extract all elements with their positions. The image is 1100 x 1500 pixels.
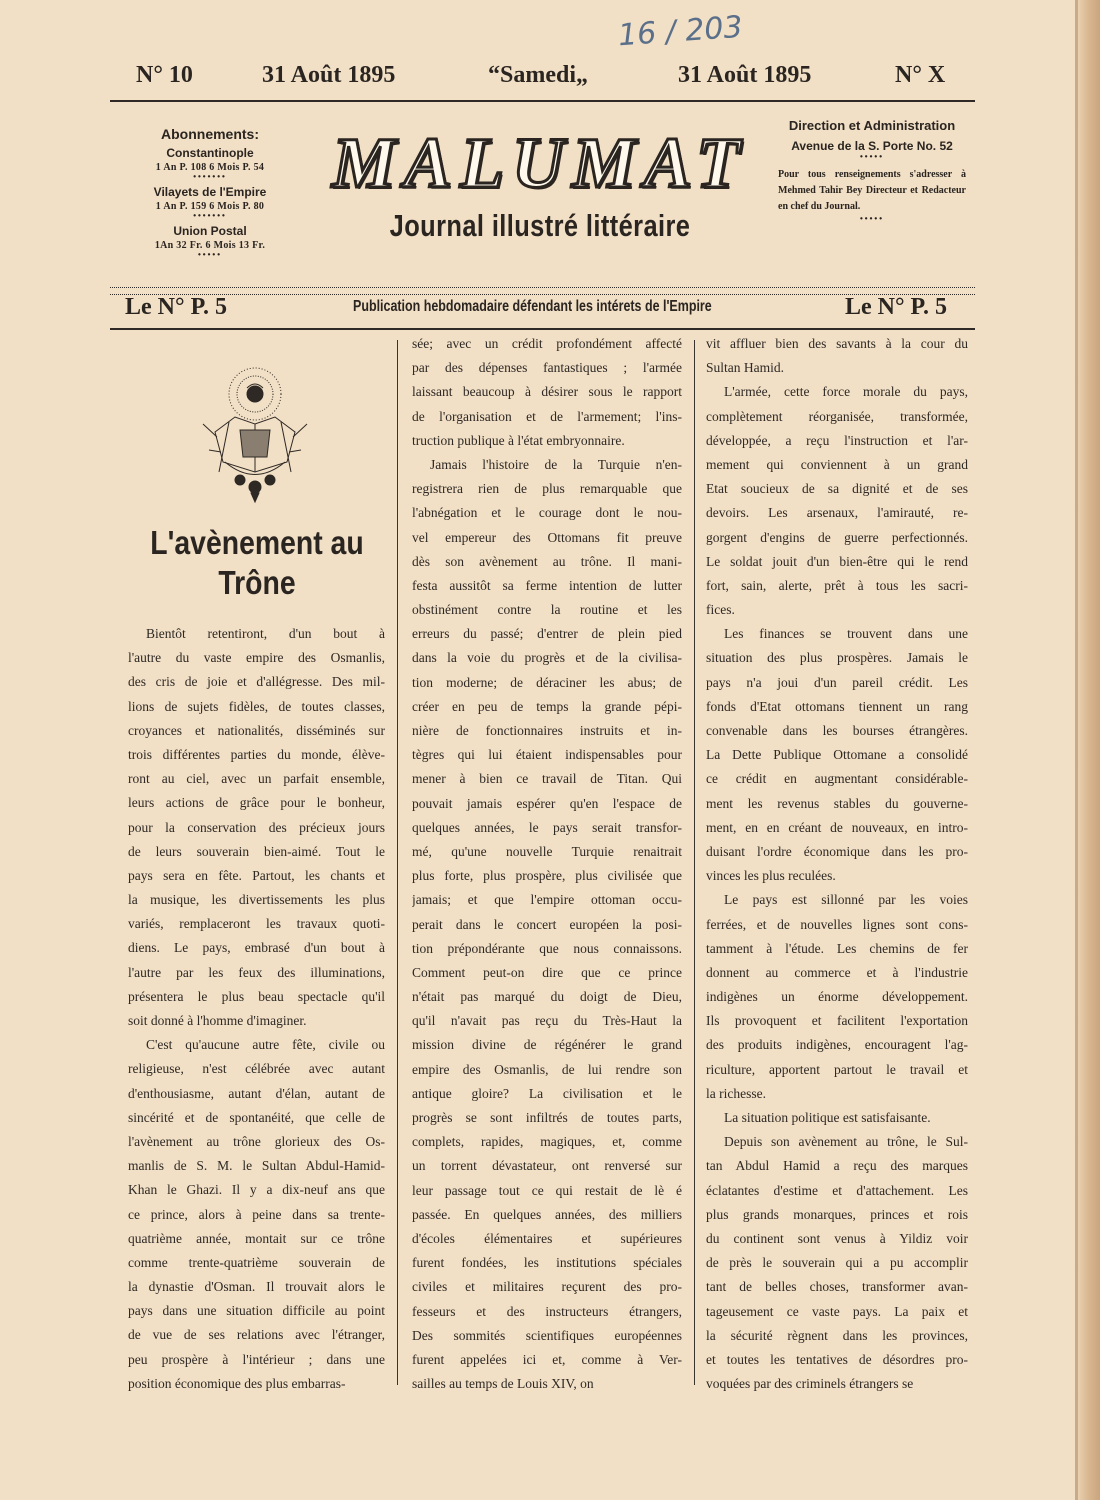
article-text-line: antique gloire? La civilisation et le [412,1085,682,1101]
article-text-line: des produits indigènes, encouragent l'ag- [706,1037,968,1053]
article-text-line: tant de belles choses, transformer avan- [706,1279,968,1295]
article-text-line: Ils provoquent et facilitent l'exportation [706,1013,968,1029]
subscriptions-block [115,126,305,259]
article-title-line: L'avènement au [150,524,364,561]
article-text-line: vel empereur des Ottomans fit preuve [412,529,682,545]
article-text-line: leurs actions de grâce pour le bonheur, [128,795,385,811]
subscription-price: 1 An P. 108 6 Mois P. 54 [155,162,265,173]
article-text-line: l'avènement au trône glorieux des Os- [128,1133,385,1149]
subscription-price: 1An 32 Fr. 6 Mois 13 Fr. [154,240,266,251]
article-text-line: mement qui conviennent à un grand [706,456,968,472]
article-text-line: duisant l'ordre économique dans les pro- [706,843,968,859]
article-text-line: sailles au temps de Louis XIV, on [412,1376,594,1392]
article-text-line: ment, en en créant de nouveaux, en intro- [706,819,968,835]
article-text-line: vinces les plus reculées. [706,868,836,884]
publication-tagline: Publication hebdomadaire défendant les intérets de l'Empire [353,298,712,315]
article-text-line: La situation politique est satisfaisante. [724,1110,931,1125]
article-title [141,523,373,603]
article-text-line: Comment peut-on dire que ce prince [412,964,682,980]
header-rule [110,100,975,102]
direction-info: Pour tous renseignements s'adresser à Mehmed Tahir Bey Directeur et Redacteur en chef du Journal. [778,169,966,212]
article-text-line: Depuis son avènement au trône, le Sul- [724,1134,968,1150]
article-text-line: nière de fonctionnaires instruits et in- [412,723,682,738]
article-text-line: passée. En quelques années, des milliers [412,1206,682,1222]
article-text-line: présentera le plus beau spectacle qu'il [128,988,385,1004]
article-text-line: fonds d'Etat ottomans tiennent un rang [706,698,968,714]
direction-block [772,118,972,223]
article-column-2 [412,332,682,1396]
price-bar [115,294,975,328]
article-text-line: l'abnégation et le courage dont le nou- [412,505,682,521]
ornament-dots: ••••••• [193,172,227,181]
article-text-line: convenable dans les bourses étrangères. [706,723,968,738]
subscription-place: Vilayets de l'Empire [153,185,267,199]
article-text-line: et toutes les tentatives de désordres pro- [706,1351,968,1367]
article-text-line: L'armée, cette force morale du pays, [724,384,968,400]
ornament-dots: ••••• [859,214,884,223]
article-text-line: furent appelées ici et, comme à Ver- [412,1351,682,1367]
article-text-line: fesseurs et des instructeurs étrangers, [412,1303,682,1319]
article-text-line: leur passage tout ce qui restait de lè é [412,1182,682,1198]
masthead [330,122,750,244]
article-text-line: soit donné à l'homme d'imaginer. [128,1013,307,1028]
article-text-line: donnent au commerce et à l'industrie [706,964,968,980]
article-text-line: diens. Le pays, embrasé d'un bout à [128,940,385,956]
article-text-line: pour la conservation des précieux jours [128,819,385,835]
article-text-line: mé, qu'une nouvelle Turquie renaitrait [412,843,682,859]
newspaper-title: MALUMAT [331,123,749,203]
article-text-line: obstinément contre la routine et les [412,602,682,618]
article-title-line: Trône [218,564,296,601]
article-text-line: comme trente-quatrième souverain de [128,1254,385,1270]
article-text-line: C'est qu'aucune autre fête, civile ou [146,1037,385,1053]
ornament-dots: ••••• [859,152,884,161]
article-text-line: plus grands monarques, princes et rois [706,1206,968,1222]
article-text-line: ce prince, alors à peine dans sa trente- [128,1206,385,1222]
article-text-line: trois différentes parties du monde, élève- [128,746,385,762]
article-text-line: ferrées, et de nouvelles lignes sont cons- [706,916,968,932]
article-text-line: pays sera en fête. Partout, les chants et [128,867,385,883]
article-text-line: Etat soucieux de sa dignité et de ses [706,481,968,497]
article-text-line: Le pays est sillonné par les voies [724,892,968,908]
article-text-line: mener à bien ce travail de Titan. Qui [412,771,682,787]
article-text-line: dans la voie du progrès et de la civilisa- [412,650,682,666]
article-text-line: tion prépondérante que nous connaissons. [412,940,682,956]
article-text-line: Khan le Ghazi. Il y a dix-neuf ans que [128,1182,385,1198]
article-text-line: ront au ciel, avec un parfait ensemble, [128,771,385,787]
subscription-price: 1 An P. 159 6 Mois P. 80 [155,201,265,212]
price-right: Le N° P. 5 [844,294,947,320]
date-right: 31 Août 1895 [678,62,812,88]
article-text-line: mission divine de régénérer le grand [412,1037,682,1053]
article-text-line: la richesse. [706,1085,766,1101]
header-line [110,62,975,98]
article-text-line: Le soldat jouit d'un bien-être qui le rend [706,553,968,569]
article-column-3 [706,332,968,1396]
article-text-line: position économique des plus embarras- [128,1375,346,1391]
article-text-line: quelques années, le pays serait transfor- [412,819,682,835]
article-text-line: pays n'a joui d'un pareil crédit. Les [706,674,968,690]
article-text-line: ment les revenus stables du gouverne- [706,795,968,811]
article-text-line: de vue de ses relations avec l'étranger, [128,1327,385,1343]
article-column-1 [128,622,385,1396]
article-text-line: progrès se sont infiltrés de toutes parts, [412,1110,682,1125]
article-text-line: d'écoles élémentaires et supérieures [412,1230,682,1246]
article-text-line: d'enthousiasme, autant d'élan, autant de [128,1085,385,1101]
article-text-line: tageusement ce vaste pays. La paix et [706,1303,968,1319]
ottoman-coat-of-arms-icon [195,362,315,512]
newspaper-subtitle: Journal illustré littéraire [389,208,691,243]
article-text-line: fices. [706,602,735,618]
article-text-line: variés, remplaceront les travaux quoti- [128,916,385,932]
article-text-line: situation des plus prospères. Jamais le [706,650,968,666]
issue-number-left: N° 10 [136,62,193,88]
article-text-line: gorgent d'engins de guerre perfectionnés. [706,529,968,545]
article-text-line: Les finances se trouvent dans une [724,626,968,642]
article-text-line: fort, sain, alerte, prêt à tous les sacri- [706,577,968,593]
article-text-line: de leurs souverain bien-aimé. Tout le [128,843,385,859]
article-text-line: religieuse, n'est célébrée avec autant [128,1061,385,1077]
article-text-line: registrera rien de plus remarquable que [412,481,682,497]
article-text-line: tion moderne; de déraciner les abus; de [412,674,682,690]
article-text-line: truction publique à l'état embryonnaire. [412,432,625,448]
article-text-line: par des dépenses fantastiques ; l'armée [412,360,682,376]
article-text-line: sincérité et de spontanéité, que celle de [128,1109,385,1125]
issue-number-right: N° X [895,62,946,88]
article-text-line: n'était pas marqué du doigt de Dieu, [412,989,682,1005]
article-text-line: qu'il n'avait pas reçu du Très-Haut la [412,1013,682,1029]
article-text-line: de près le souverain qui a pu accomplir [706,1255,968,1271]
article-text-line: la sécurité règnent dans les provinces, [706,1327,968,1343]
column-divider [694,340,695,1385]
article-text-line: manlis de S. M. le Sultan Abdul-Hamid- [128,1158,385,1174]
direction-heading: Direction et Administration [788,118,956,133]
article-text-line: l'autre du vaste empire des Osmanlis, [128,650,385,666]
article-text-line: furent fondées, les institutions spéciales [412,1255,682,1271]
article-text-line: tègres qui lui étaient indispensables pour [412,747,682,763]
article-text-line: complètement réorganisée, transformée, [706,408,968,424]
article-text-line: vit affluer bien des savants à la cour du [706,336,968,351]
day-label: “Samedi„ [488,62,589,88]
article-text-line: lions de sujets fidèles, de toutes classes, [128,698,385,714]
article-text-line: tamment à l'étude. Les chemins de fer [706,940,968,956]
article-text-line: la dynastie d'Osman. Il trouvait alors le [128,1279,385,1295]
article-text-line: Jamais l'histoire de la Turquie n'en- [430,456,682,472]
subscription-place: Constantinople [166,146,254,160]
date-left: 31 Août 1895 [262,62,396,88]
article-text-line: civiles et militaires reçurent des pro- [412,1279,682,1295]
article-text-line: ce crédit en augmentant considérable- [706,771,968,787]
page-edge-line [1075,0,1078,1500]
article-text-line: du continent sont venus à Yildiz voir [706,1230,968,1246]
article-text-line: voquées par des criminels étrangers se [706,1376,914,1392]
price-bar-rule [110,328,975,330]
article-text-line: riculture, apportent partout le travail et [706,1061,968,1077]
article-text-line: pays dans une situation difficile au point [128,1303,385,1319]
article-text-line: empire des Osmanlis, de lui rendre son [412,1061,682,1077]
page-edge [1078,0,1100,1500]
article-text-line: des cris de joie et d'allégresse. Des mil- [128,674,385,690]
article-text-line: un torrent dévastateur, ont renversé sur [412,1158,682,1174]
article-text-line: la musique, les divertissements les plus [128,892,385,908]
article-text-line: dès son avènement au trône. Il mani- [412,553,682,569]
ornament-dots: ••••• [197,250,222,259]
article-text-line: Bientôt retentiront, d'un bout à [146,626,385,641]
article-text-line: l'autre par les feux des illuminations, [128,964,385,980]
article-text-line: croyances et nationalités, disséminés sur [128,722,385,738]
subscription-place: Union Postal [173,224,247,238]
article-text-line: sée; avec un crédit profondément affecté [412,336,682,351]
article-text-line: indigènes un énorme développement. [706,989,968,1005]
ornament-dots: ••••••• [193,211,227,220]
article-text-line: laissant beaucoup à désirer sous le rapport [412,384,682,400]
archive-number: 16 / 203 [616,9,744,54]
article-text-line: tan Abdul Hamid a reçu des marques [706,1158,968,1174]
column-divider [397,340,398,1385]
subscriptions-heading: Abonnements: [161,126,259,142]
article-text-line: créer en peu de temps la grande pépi- [412,698,682,714]
article-text-line: perait dans le concert européen la posi- [412,916,682,932]
article-text-line: complets, rapides, magiques, et, comme [412,1134,682,1150]
article-text-line: développée, a reçu l'instruction et l'ar- [706,432,968,448]
article-text-line: de l'organisation et de l'armement; l'ins- [412,408,682,424]
article-text-line: peu prospère à l'intérieur ; dans une [128,1351,385,1367]
article-text-line: Des sommités scientifiques européennes [412,1327,682,1343]
article-text-line: La Dette Publique Ottomane a consolidé [706,747,968,763]
article-text-line: devoirs. Les arsenaux, l'amirauté, re- [706,505,968,521]
direction-address: Avenue de la S. Porte No. 52 [791,139,953,153]
article-text-line: éclatantes d'estime et d'attachement. Les [706,1182,968,1198]
article-text-line: Sultan Hamid. [706,360,784,376]
article-text-line: jamais; et que l'empire ottoman occu- [412,892,682,908]
article-text-line: pouvait jamais espérer qu'en l'espace de [412,795,682,811]
price-left: Le N° P. 5 [125,294,228,320]
article-text-line: festa aussitôt sa ferme intention de lutter [412,577,682,593]
article-text-line: plus forte, plus prospère, plus civilisée que [412,868,682,884]
article-text-line: erreurs du passé; d'entrer de plein pied [412,626,682,642]
article-text-line: quatrième année, montait sur ce trône [128,1230,385,1246]
